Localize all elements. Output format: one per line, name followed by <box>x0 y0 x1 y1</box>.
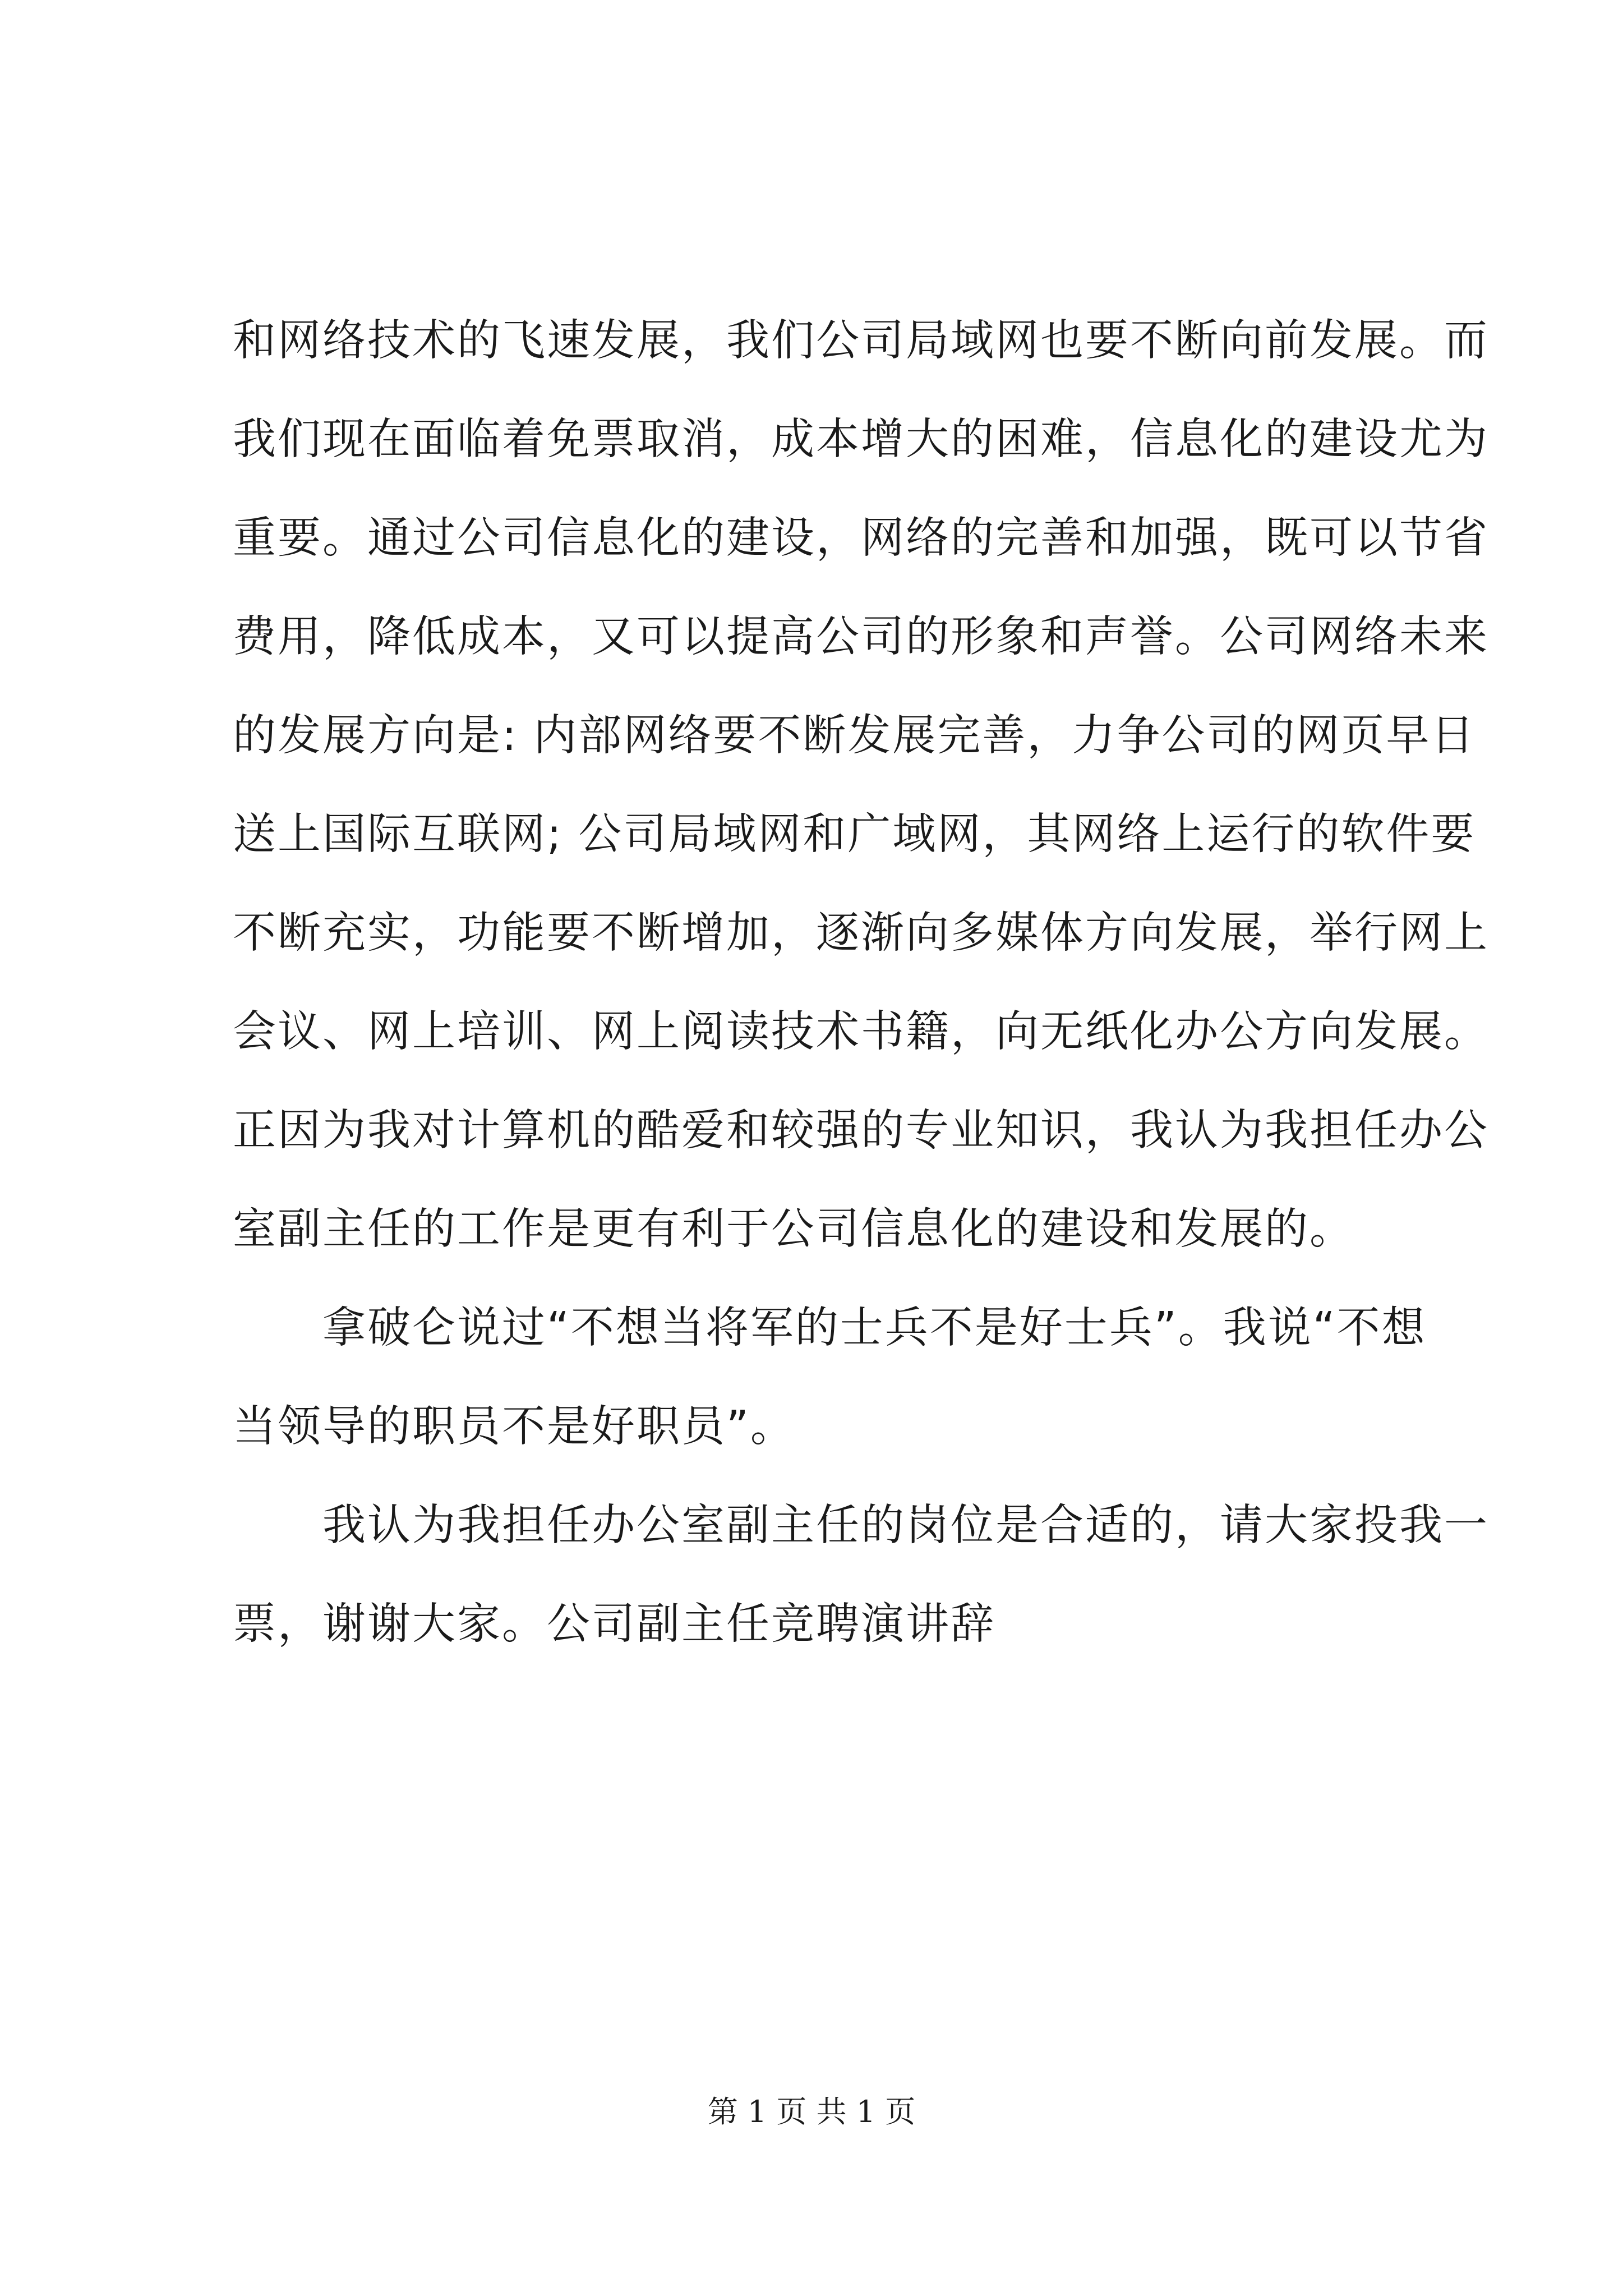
page-footer <box>0 2092 1623 2132</box>
paragraph-2-line-1: 拿破仑说过“不想当将军的士兵不是好士兵”。我说“不想 <box>322 1303 1427 1353</box>
paragraph-1-line-9: 正因为我对计算机的酷爱和较强的专业知识，我认为我担任办公 <box>233 1106 1489 1156</box>
paragraph-1-line-7: 不断充实，功能要不断增加，逐渐向多媒体方向发展，举行网上 <box>233 908 1489 958</box>
paragraph-1-line-6: 送上国际互联网; 公司局域网和广域网，其网络上运行的软件要 <box>233 809 1476 859</box>
paragraph-1-line-4: 费用，降低成本，又可以提高公司的形象和声誉。公司网络未来 <box>233 612 1489 662</box>
paragraph-1-line-8: 会议、网上培训、网上阅读技术书籍，向无纸化办公方向发展。 <box>233 1007 1489 1057</box>
paragraph-1-line-5: 的发展方向是: 内部网络要不断发展完善，力争公司的网页早日 <box>233 711 1476 761</box>
document-body <box>233 292 1489 1674</box>
paragraph-3-line-1: 我认为我担任办公室副主任的岗位是合适的，请大家投我一 <box>322 1501 1489 1550</box>
paragraph-2-line-2: 当领导的职员不是好职员”。 <box>233 1402 795 1452</box>
paragraph-1-line-3: 重要。通过公司信息化的建设，网络的完善和加强，既可以节省 <box>233 513 1489 563</box>
paragraph-3-line-2: 票，谢谢大家。公司副主任竞聘演讲辞 <box>233 1599 995 1649</box>
page-number-label: 第 1 页 共 1 页 <box>707 2094 916 2129</box>
paragraph-1-line-2: 我们现在面临着免票取消，成本增大的困难，信息化的建设尤为 <box>233 415 1489 464</box>
paragraph-1-line-1: 和网络技术的飞速发展，我们公司局域网也要不断向前发展。而 <box>233 316 1489 366</box>
paragraph-1-line-10: 室副主任的工作是更有利于公司信息化的建设和发展的。 <box>233 1204 1354 1254</box>
